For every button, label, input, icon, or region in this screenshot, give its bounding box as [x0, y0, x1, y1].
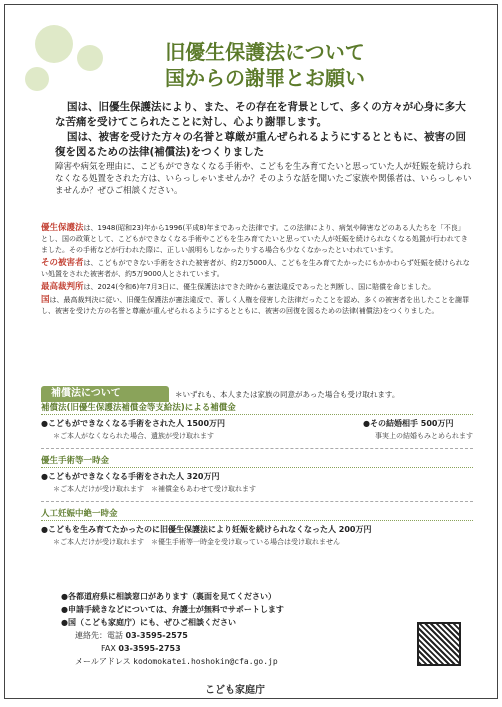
divider — [41, 448, 473, 449]
compensation-item: ●こどもを生み育てたかったのに旧優生保護法により妊娠を続けられなくなった人 200万円 — [41, 525, 372, 534]
contact-line: ●国（こども家庭庁）にも、ぜひご相談ください — [61, 618, 236, 627]
fact-heading: 最高裁判所 — [41, 282, 84, 292]
abortion-lump-sum-block — [41, 508, 473, 548]
background-facts — [41, 223, 471, 319]
compensation-item: ●その結婚相手 500万円 — [363, 419, 454, 428]
fact-heading: その被害者 — [41, 258, 84, 268]
title-line-1: 旧優生保護法について — [165, 40, 365, 64]
page-title — [115, 39, 415, 91]
fact-text: は、1948(昭和23)年から1996(平成8)年まであった法律です。この法律により、病気や障害などのある人たちを「不良」とし、国の政策として、こどもができなくなる手術やこどもを生み育てたいと思っていた人が妊娠を続けられなくなる処置が行われてきました。その手術などが行われた際に、正しい説明もしなかったりする場合も少なくなかったといわれています。 — [41, 224, 468, 254]
agency-logo: こども家庭庁 — [205, 685, 265, 696]
mail-label: メールアドレス — [75, 657, 131, 666]
fact-heading: 優生保護法 — [41, 223, 84, 233]
email-address[interactable]: kodomokatei.hoshokin@cfa.go.jp — [133, 657, 278, 666]
apology-intro — [55, 100, 475, 160]
decorative-circle — [25, 67, 49, 91]
compensation-note: ＊ご本人だけが受け取れます ＊補償金もあわせて受け取れます — [53, 485, 256, 493]
qr-code[interactable] — [417, 622, 461, 666]
compensation-item: ●こどもができなくなる手術をされた人 1500万円 — [41, 419, 226, 428]
fax-number: 03-3595-2753 — [118, 644, 181, 653]
fact-text: は、こどもができない手術をされた被害者が、約2万5000人、こどもを生み育てたかったにもかかわらず妊娠を続けられない処置をされた被害者が、約5万9000人とされています。 — [41, 259, 470, 278]
compensation-note: ＊ご本人だけが受け取れます ＊優生手術等一時金を受け取っている場合は受け取れません — [53, 538, 340, 546]
divider — [41, 501, 473, 502]
tel-number[interactable]: 03-3595-2575 — [125, 631, 188, 640]
tel-label: 連絡先：電話 — [75, 631, 123, 640]
decorative-circle — [35, 25, 73, 63]
title-line-2: 国からの謝罪とお願い — [165, 66, 365, 90]
fax-label: FAX — [101, 644, 116, 653]
intro-paragraph-2: 国は、被害を受けた方々の名誉と尊厳が重んぜられるようにするとともに、被害の回復を図るための法律(補償法)をつくりました — [55, 131, 466, 158]
fact-text: は、最高裁判決に従い、旧優生保護法が憲法違反で、著しく人権を侵害した法律だったことを認め、多くの被害者を出したことを謝罪し、被害を受けた方の名誉と尊厳が重んぜられるようにするとともに、被害の回復を図るための法律(補償法)をつくりました。 — [41, 296, 470, 315]
compensation-block — [41, 402, 473, 442]
section-heading: 優生手術等一時金 — [41, 455, 473, 468]
fact-text: は、2024(令和6)年7月3日に、優生保護法はできた時から憲法違反であったと判断し、国に賠償を命じました。 — [83, 283, 436, 291]
section-heading: 補償法(旧優生保護法補償金等支給法)による補償金 — [41, 402, 473, 415]
lump-sum-block — [41, 455, 473, 495]
contact-line: ●申請手続きなどについては、弁護士が無料でサポートします — [61, 605, 284, 614]
compensation-item: ●こどもができなくなる手術をされた人 320万円 — [41, 472, 220, 481]
compensation-section — [41, 402, 473, 548]
section-heading: 人工妊娠中絶一時金 — [41, 508, 473, 521]
decorative-circle — [77, 45, 103, 71]
compensation-note: ＊ご本人がなくなられた場合、遺族が受け取れます — [53, 432, 214, 440]
consultation-request: 障害や病気を理由に、こどもができなくなる手術や、こどもを生み育てたいと思っていた人が妊娠を続けられなくなる処置をされた方は、いらっしゃいませんか？そのような話を聞いたご家族や関係者は、いらっしゃいませんか？ぜひご相談ください。 — [55, 162, 472, 196]
flyer-page — [4, 4, 498, 699]
compensation-note: 事実上の結婚もみとめられます — [375, 432, 473, 440]
contact-info — [61, 590, 361, 668]
compensation-note: ＊いずれも、本人または家族の同意があった場合も受け取れます。 — [175, 390, 400, 399]
fact-heading: 国 — [41, 295, 50, 305]
contact-line: ●各都道府県に相談窓口があります（裏面を見てください） — [61, 592, 276, 601]
compensation-tab: 補償法について — [41, 386, 169, 402]
intro-paragraph-1: 国は、旧優生保護法により、また、その存在を背景として、多くの方々が心身に多大な苦痛を受けてこられたことに対し、心より謝罪します。 — [55, 101, 466, 128]
